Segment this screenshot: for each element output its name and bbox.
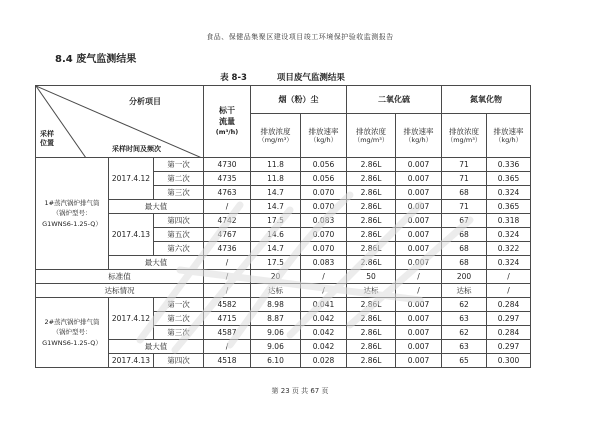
table-cell: 第四次 (154, 214, 204, 228)
table-cell: 50 (347, 270, 396, 284)
conc-label: 排放浓度 (449, 126, 480, 136)
table-cell: 达标 (442, 284, 487, 298)
table-cell: 20 (251, 270, 301, 284)
table-cell: 0.336 (487, 158, 531, 172)
table-cell: 0.028 (301, 354, 347, 368)
dust-rate-header (301, 114, 347, 158)
table-cell: 0.007 (396, 256, 442, 270)
table-cell: 0.083 (301, 256, 347, 270)
rate-label: 排放速率 (493, 126, 524, 136)
table-cell: 71 (442, 172, 487, 186)
table-cell: 达标 (347, 284, 396, 298)
header-row-groups (36, 86, 531, 114)
table-cell: 2.86L (347, 326, 396, 340)
table-cell: 0.007 (396, 228, 442, 242)
table-cell: 0.007 (396, 340, 442, 354)
table-cell: 4730 (204, 158, 251, 172)
table-cell: 2.86L (347, 340, 396, 354)
table-cell: 62 (442, 298, 487, 312)
table-cell: 2#蒸汽锅炉排气筒（锅炉型号：G1WNS6-1.25-Q） (36, 298, 109, 368)
table-cell: / (301, 270, 347, 284)
table-cell: 63 (442, 312, 487, 326)
table-cell: 0.322 (487, 242, 531, 256)
table-cell: 0.007 (396, 312, 442, 326)
table-cell: 0.324 (487, 228, 531, 242)
table-cell: / (487, 270, 531, 284)
table-cell: 2017.4.13 (109, 214, 154, 256)
table-cell: 0.284 (487, 298, 531, 312)
flow-rate-header (204, 86, 251, 158)
table-cell: 0.007 (396, 298, 442, 312)
table-cell: 0.007 (396, 326, 442, 340)
table-cell: 0.007 (396, 354, 442, 368)
table-cell: 第四次 (154, 354, 204, 368)
flow-line1: 标干 (219, 106, 236, 116)
table-cell: 4582 (204, 298, 251, 312)
rate-unit: （kg/h） (494, 136, 523, 145)
table-cell: 0.297 (487, 340, 531, 354)
table-cell: 第五次 (154, 228, 204, 242)
table-cell: 0.007 (396, 186, 442, 200)
table-cell: / (204, 200, 251, 214)
table-cell: 4587 (204, 326, 251, 340)
table-cell: 0.324 (487, 256, 531, 270)
table-cell: 68 (442, 242, 487, 256)
table-caption (35, 71, 530, 83)
table-cell: 0.056 (301, 172, 347, 186)
table-cell: 最大值 (109, 200, 204, 214)
table-cell: 达标情况 (36, 284, 204, 298)
table-cell: 0.041 (301, 298, 347, 312)
table-cell: 2.86L (347, 186, 396, 200)
table-cell: 2.86L (347, 228, 396, 242)
section-title: 8.4 废气监测结果 (55, 54, 137, 65)
conc-unit: （mg/m³） (353, 136, 389, 145)
table-cell: 2.86L (347, 242, 396, 256)
table-cell: 标准值 (36, 270, 204, 284)
table-cell: 2.86L (347, 200, 396, 214)
table-cell: 4735 (204, 172, 251, 186)
table-cell: 14.6 (251, 228, 301, 242)
so2-rate-header (396, 114, 442, 158)
conc-label: 排放浓度 (356, 126, 387, 136)
table-cell: 2017.4.13 (109, 354, 154, 368)
table-cell: 4736 (204, 242, 251, 256)
table-cell: / (301, 284, 347, 298)
table-cell: 9.06 (251, 326, 301, 340)
table-cell: 第三次 (154, 326, 204, 340)
table-cell: / (204, 340, 251, 354)
table-row (36, 340, 531, 354)
so2-group-header: 二氧化硫 (347, 86, 442, 114)
table-cell: 第一次 (154, 158, 204, 172)
table-cell: 2017.4.12 (109, 298, 154, 340)
flow-line2: 流量 (219, 117, 236, 127)
table-cell: 71 (442, 200, 487, 214)
table-cell: 2.86L (347, 214, 396, 228)
table-cell: 4518 (204, 354, 251, 368)
nox-conc-header (442, 114, 487, 158)
nox-rate-header (487, 114, 531, 158)
dust-conc-header (251, 114, 301, 158)
table-cell: 8.98 (251, 298, 301, 312)
nox-group-header: 氮氧化物 (442, 86, 531, 114)
table-cell: 67 (442, 214, 487, 228)
table-cell: 14.7 (251, 242, 301, 256)
table-cell: 0.324 (487, 186, 531, 200)
table-cell: 65 (442, 354, 487, 368)
table-cell: 2.86L (347, 158, 396, 172)
table-cell: 0.300 (487, 354, 531, 368)
table-cell: 0.056 (301, 158, 347, 172)
table-cell: 0.007 (396, 172, 442, 186)
table-cell: 9.06 (251, 340, 301, 354)
table-cell: 2.86L (347, 256, 396, 270)
table-row (36, 284, 531, 298)
table-cell: 11.8 (251, 158, 301, 172)
table-cell: 0.042 (301, 312, 347, 326)
table-cell: 68 (442, 256, 487, 270)
table-cell: 4763 (204, 186, 251, 200)
table-cell: 11.8 (251, 172, 301, 186)
table-cell: 最大值 (109, 340, 204, 354)
table-row (36, 158, 531, 172)
table-cell: 200 (442, 270, 487, 284)
table-row (36, 214, 531, 228)
table-cell: 2017.4.12 (109, 158, 154, 200)
table-cell: / (396, 270, 442, 284)
analysis-items-label: 分析项目 (129, 97, 161, 106)
table-cell: / (396, 284, 442, 298)
table-body (36, 158, 531, 368)
table-cell: 0.070 (301, 228, 347, 242)
conc-label: 排放浓度 (260, 126, 291, 136)
rate-unit: （kg/h） (309, 136, 338, 145)
table-cell: 0.365 (487, 200, 531, 214)
table-cell: 68 (442, 186, 487, 200)
table-cell: 71 (442, 158, 487, 172)
table-cell: 14.7 (251, 186, 301, 200)
table-cell: 0.070 (301, 186, 347, 200)
table-cell: / (204, 284, 251, 298)
table-cell: / (204, 270, 251, 284)
conc-unit: （mg/m³） (258, 136, 293, 145)
table-cell: 0.007 (396, 158, 442, 172)
table-row (36, 270, 531, 284)
conc-unit: （mg/m³） (446, 136, 482, 145)
sampling-time-label: 采样时间及频次 (112, 145, 161, 154)
table-cell: 14.7 (251, 200, 301, 214)
table-cell: 0.083 (301, 214, 347, 228)
table-cell: 最大值 (109, 256, 204, 270)
table-cell: 62 (442, 326, 487, 340)
table-cell: 0.318 (487, 214, 531, 228)
rate-unit: （kg/h） (404, 136, 433, 145)
sampling-position-label: 采样位置 (40, 129, 54, 147)
table-cell: 0.070 (301, 242, 347, 256)
table-cell: 第一次 (154, 298, 204, 312)
table-cell: 0.042 (301, 326, 347, 340)
table-cell: 第二次 (154, 312, 204, 326)
table-cell: 68 (442, 228, 487, 242)
table-cell: 2.86L (347, 298, 396, 312)
table-cell: 第六次 (154, 242, 204, 256)
table-cell: 0.042 (301, 340, 347, 354)
table-cell: 第二次 (154, 172, 204, 186)
table-row (36, 200, 531, 214)
so2-conc-header (347, 114, 396, 158)
table-title: 项目废气监测结果 (276, 73, 345, 83)
table-cell: 4742 (204, 214, 251, 228)
table-cell: 0.284 (487, 326, 531, 340)
table-cell: 0.070 (301, 200, 347, 214)
table-cell: 0.007 (396, 214, 442, 228)
table-cell: 17.5 (251, 214, 301, 228)
table-row (36, 256, 531, 270)
table-row (36, 354, 531, 368)
table-cell: 2.86L (347, 172, 396, 186)
table-cell: 0.365 (487, 172, 531, 186)
table-label: 表 8-3 (220, 73, 247, 83)
table-cell: 63 (442, 340, 487, 354)
flow-unit: (m³/h) (215, 127, 239, 136)
monitoring-results-table (35, 85, 531, 368)
table-cell: 4767 (204, 228, 251, 242)
table-row (36, 298, 531, 312)
table-cell: 2.86L (347, 354, 396, 368)
table-cell: 0.007 (396, 242, 442, 256)
table-cell: 达标 (251, 284, 301, 298)
page-number-footer: 第 23 页 共 67 页 (271, 387, 329, 395)
table-cell: 8.87 (251, 312, 301, 326)
table-cell: 4715 (204, 312, 251, 326)
rate-label: 排放速率 (403, 126, 434, 136)
table-cell: 0.297 (487, 312, 531, 326)
table-cell: 0.007 (396, 200, 442, 214)
table-cell: 2.86L (347, 312, 396, 326)
corner-header-cell (36, 86, 204, 158)
table-cell: 6.10 (251, 354, 301, 368)
table-cell: / (487, 284, 531, 298)
table-cell: 17.5 (251, 256, 301, 270)
table-cell: 第三次 (154, 186, 204, 200)
document-header: 食品、保健品集聚区建设项目竣工环境保护验收监测报告 (206, 33, 394, 41)
rate-label: 排放速率 (308, 126, 339, 136)
dust-group-header: 烟（粉）尘 (251, 86, 347, 114)
table-cell: 1#蒸汽锅炉排气筒（锅炉型号：G1WNS6-1.25-Q） (36, 158, 109, 270)
table-cell: / (204, 256, 251, 270)
